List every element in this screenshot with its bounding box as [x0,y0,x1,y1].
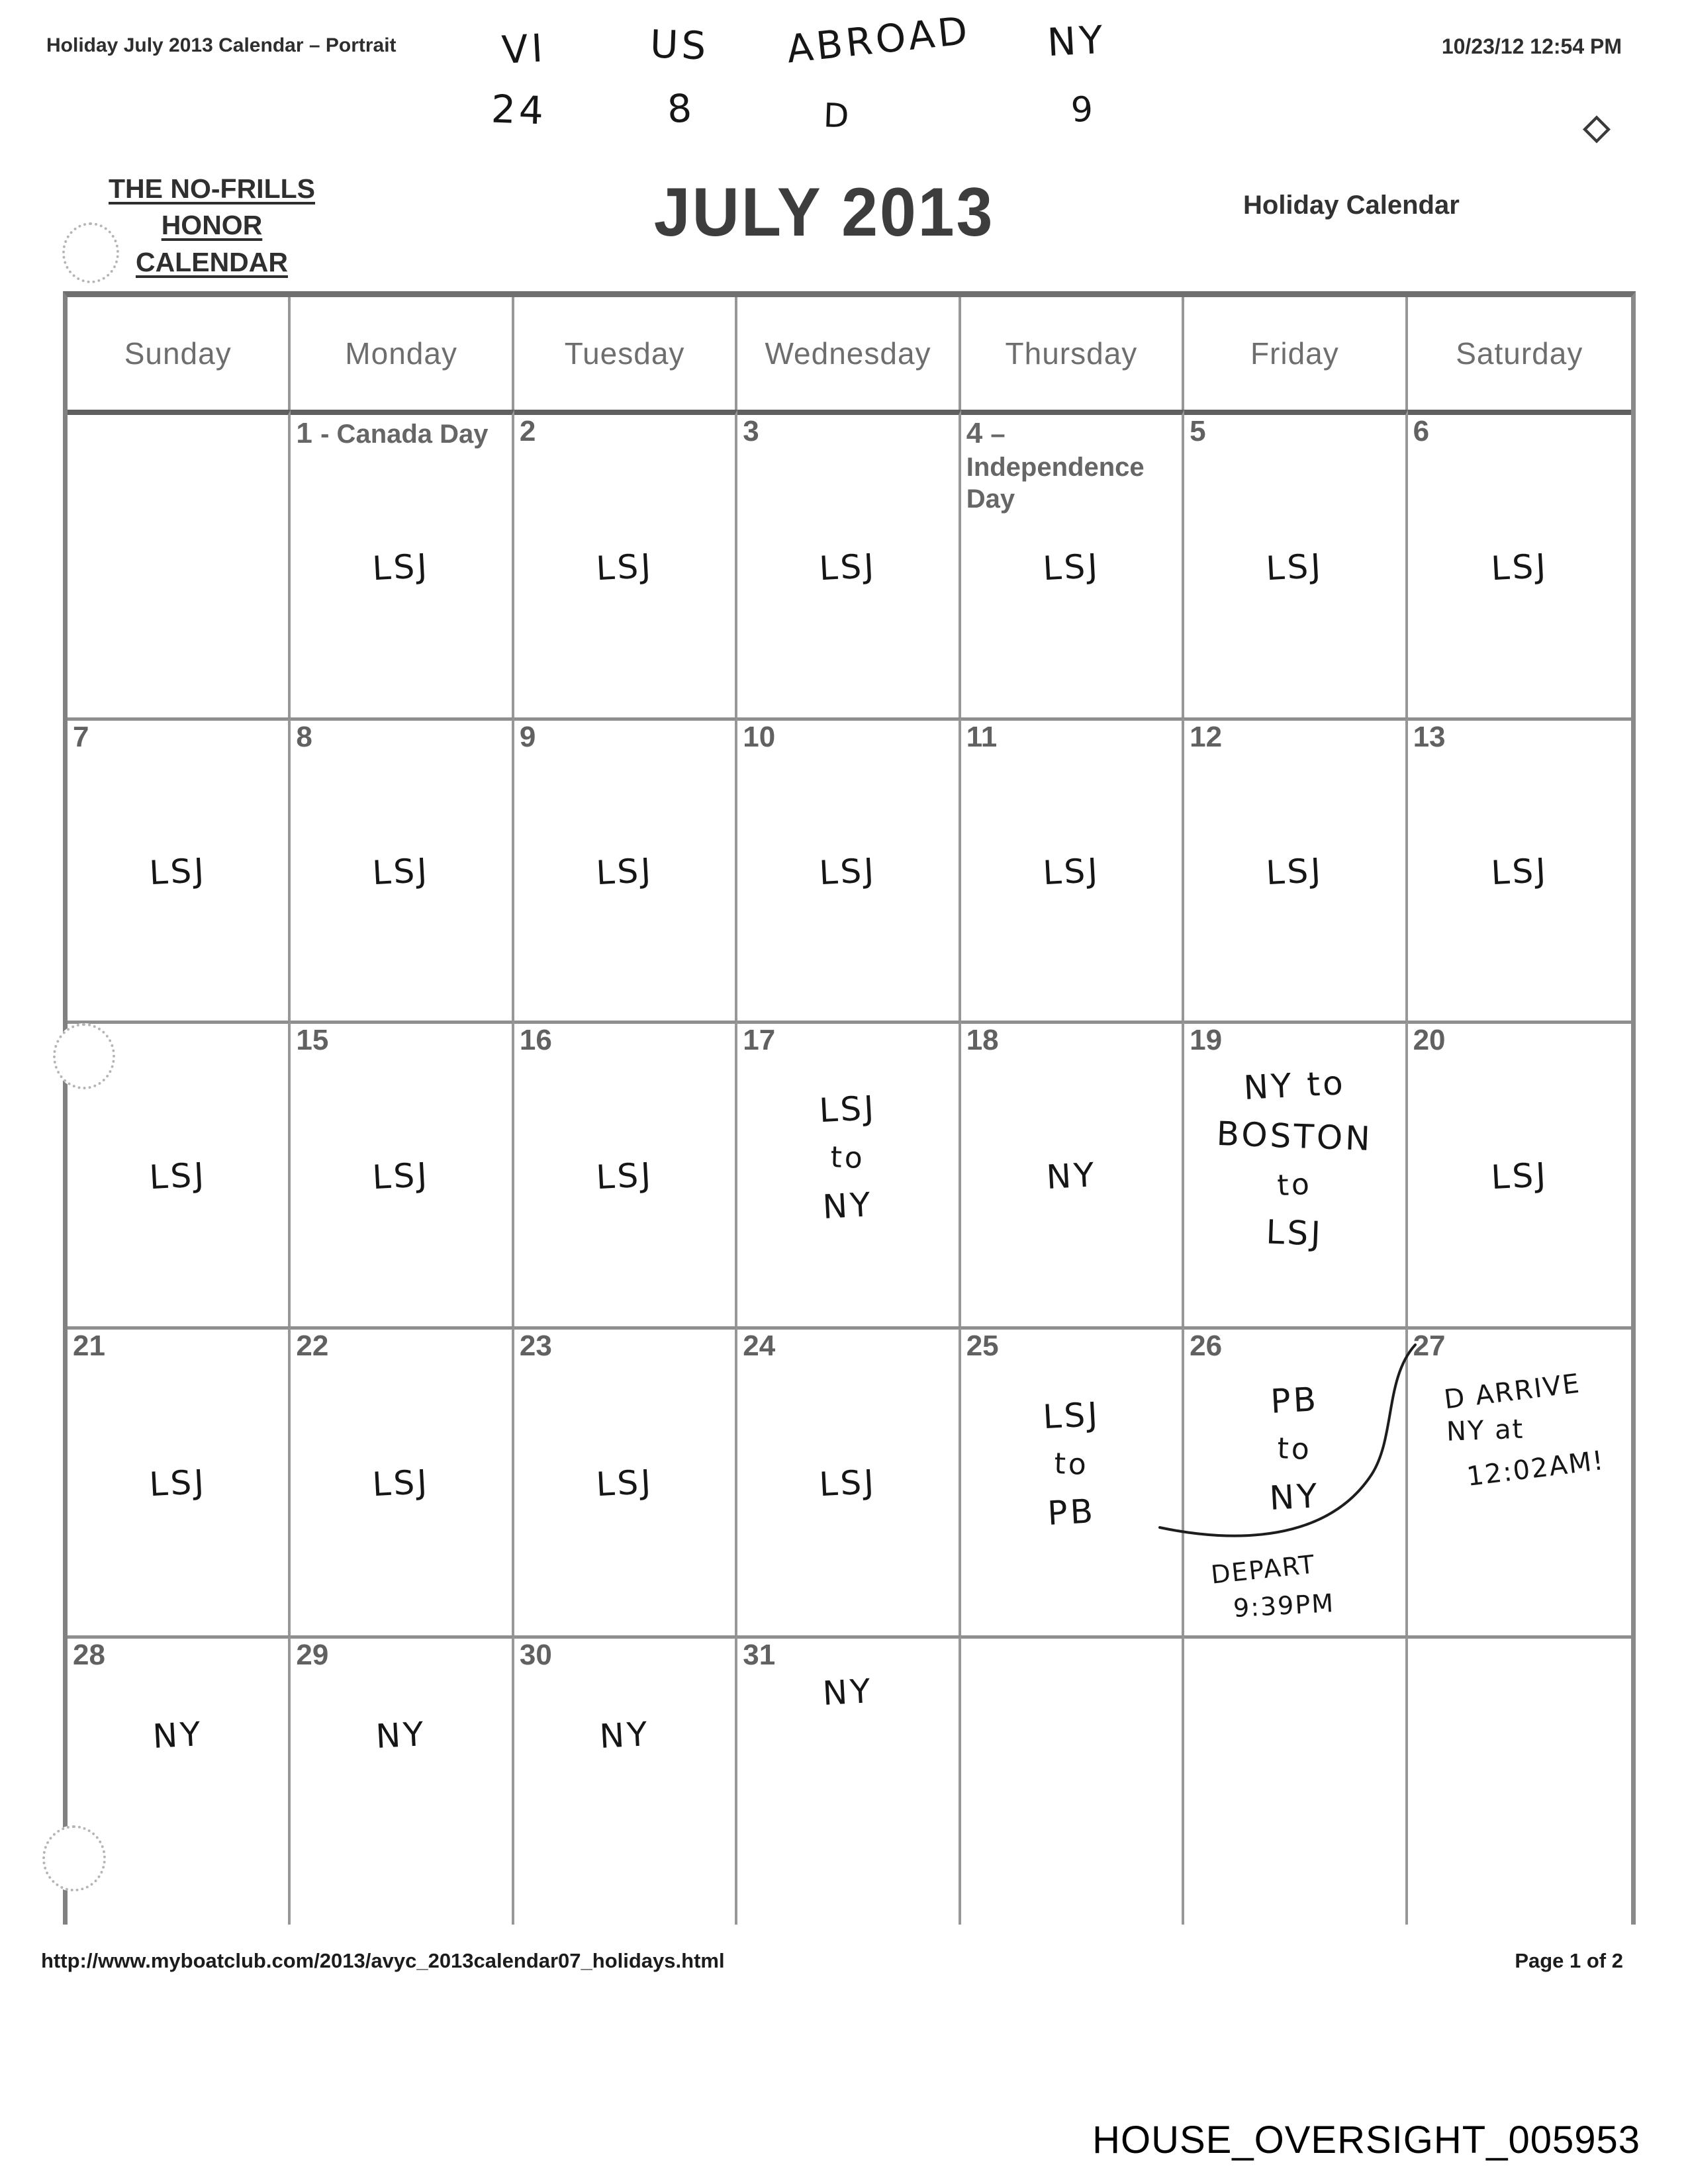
handwritten-entry [514,846,735,898]
day-number: 8 [296,721,312,753]
calendar-cell-day-17 [737,1021,961,1326]
handwritten-line: LSJ [148,1155,208,1197]
day-number: 26 [1190,1330,1223,1362]
day-number: 28 [73,1639,105,1671]
calendar-cell-day-29 [291,1635,514,1925]
diamond-mark-icon: ◇ [1583,108,1610,146]
calendar-cell-day-15 [291,1021,514,1326]
handwritten-entry [291,846,511,898]
day-number: 27 [1413,1330,1446,1362]
day-number: 29 [296,1639,329,1671]
day-header-label: Tuesday [564,336,685,371]
day-number: 22 [296,1330,329,1362]
handwritten-entry [1408,846,1631,898]
day-number: 11 [966,721,998,753]
calendar-cell-day-12 [1184,717,1407,1021]
handwritten-entry [68,1151,288,1203]
handwritten-line: LSJ [148,851,208,893]
calendar-cell-day-27 [1408,1326,1631,1635]
day-header-thursday [961,297,1184,410]
handwritten-line: NY [598,1715,651,1756]
handwritten-note-d: D [823,96,853,136]
handwritten-entry [961,1151,1182,1203]
handwritten-line: NY to [1243,1063,1347,1107]
handwritten-entry [68,1458,288,1510]
calendar-cell-w5-c7 [1408,1635,1631,1925]
calendar-cell-day-25 [961,1326,1184,1635]
day-header-label: Thursday [1005,336,1138,371]
handwritten-line: to [830,1140,866,1175]
day-header-monday [291,297,514,410]
handwritten-line: LSJ [594,546,655,588]
handwritten-line: LSJ [1265,546,1325,588]
calendar-cell-day-5 [1184,410,1407,717]
day-number: 9 [519,721,536,753]
handwritten-line: D ARRIVE [1442,1368,1582,1416]
calendar-cell-day-8 [291,717,514,1021]
calendar-cell-day-2 [514,410,737,717]
handwritten-line: NY [1268,1477,1321,1518]
holiday-calendar-label: Holiday Calendar [1243,191,1460,220]
day-header-tuesday [514,297,737,410]
handwritten-line: LSJ [1489,1155,1549,1197]
calendar-cell-day-4 [961,410,1184,717]
day-header-label: Sunday [124,336,232,371]
day-number: 23 [519,1330,552,1362]
handwritten-line: NY at [1445,1414,1524,1447]
handwritten-note-9: 9 [1070,89,1098,130]
handwritten-line: PB [1046,1492,1097,1533]
handwritten-entry [737,1667,958,1719]
handwritten-line: LSJ [1041,851,1102,893]
handwritten-line: NY [821,1185,874,1227]
bates-number: HOUSE_OVERSIGHT_005953 [1092,2118,1640,2161]
holiday-label: 4 – Independence Day [966,417,1145,514]
handwritten-entry [961,1390,1182,1538]
day-header-saturday [1408,297,1631,410]
handwritten-entry [291,542,511,594]
handwritten-entry [514,1458,735,1510]
handwritten-line: to [1276,1167,1313,1203]
day-number: 19 [1190,1024,1223,1056]
calendar-cell-day-26 [1184,1326,1407,1635]
handwritten-line: LSJ [148,1462,208,1504]
document-title: Holiday July 2013 Calendar – Portrait [46,34,397,56]
handwritten-note-us: US [649,21,710,69]
day-header-label: Wednesday [765,336,931,371]
handwritten-entry [514,542,735,594]
day-number: 10 [743,721,776,753]
handwritten-line: LSJ [1265,851,1325,893]
handwritten-line: NY [375,1715,428,1756]
handwritten-line: BOSTON [1216,1115,1374,1159]
handwritten-entry [68,846,288,898]
day-number: 6 [1413,415,1430,447]
handwritten-line: LSJ [594,851,655,893]
calendar-cell-day-11 [961,717,1184,1021]
month-title: JULY 2013 [653,174,995,251]
day-number: 13 [1413,721,1446,753]
day-header-label: Monday [345,336,457,371]
day-number: 15 [296,1024,329,1056]
handwritten-entry [514,1151,735,1203]
handwritten-entry [1408,542,1631,594]
calendar-cell-day-22 [291,1326,514,1635]
handwritten-line: to [1053,1446,1090,1482]
heading-line-1: THE NO-FRILLS [108,173,316,204]
calendar-cell-day-7 [68,717,291,1021]
calendar-cell-day-10 [737,717,961,1021]
hole-punch [53,1023,115,1089]
calendar-cell-day-16 [514,1021,737,1326]
day-number: 30 [519,1639,552,1671]
handwritten-line: NY [821,1672,874,1713]
hole-punch [42,1825,106,1891]
handwritten-line: 12:02AM! [1464,1445,1606,1492]
hole-punch [62,222,119,283]
handwritten-entry [737,1084,958,1232]
day-header-sunday [68,297,291,410]
day-number: 18 [966,1024,999,1056]
calendar-cell-day-21 [68,1326,291,1635]
handwritten-line: LSJ [818,851,878,893]
handwritten-subnote [1211,1550,1335,1625]
calendar-grid [63,291,1636,1925]
heading-line-2: HONOR CALENDAR [135,210,289,277]
handwritten-entry [291,1151,511,1203]
calendar-cell-day-20 [1408,1021,1631,1326]
calendar-cell-w5-c6 [1184,1635,1407,1925]
handwritten-entry [1184,542,1405,594]
handwritten-entry [961,542,1182,594]
day-number: 12 [1190,721,1223,753]
day-number: 2 [519,415,536,447]
day-header-label: Saturday [1456,336,1583,371]
day-number: 16 [519,1024,552,1056]
handwritten-note-24: 24 [490,86,547,134]
holiday-label: 1 - Canada Day [296,417,489,449]
calendar-cell-day-1 [291,410,514,717]
day-number: 4 [966,417,991,449]
day-number: 7 [73,721,89,753]
calendar-cell-day-3 [737,410,961,717]
day-number: 5 [1190,415,1206,447]
handwritten-entry [1184,846,1405,898]
handwritten-line: LSJ [818,1462,878,1504]
handwritten-entry [1184,1375,1405,1523]
handwritten-entry [1442,1363,1628,1494]
handwritten-line: LSJ [594,1155,655,1197]
handwritten-line: NY [1045,1155,1098,1197]
day-number: 25 [966,1330,999,1362]
handwritten-line: 9:39PM [1233,1588,1336,1623]
handwritten-note-abroad: ABROAD [784,7,973,72]
handwritten-line: DEPART [1209,1549,1317,1590]
calendar-cell-w5-c5 [961,1635,1184,1925]
handwritten-line: LSJ [818,1089,878,1130]
footer-url: http://www.myboatclub.com/2013/avyc_2013calendar07_holidays.html [41,1949,725,1972]
handwritten-entry [291,1710,511,1762]
day-number: 17 [743,1024,776,1056]
handwritten-entry [291,1458,511,1510]
calendar-cell-day-24 [737,1326,961,1635]
day-header-wednesday [737,297,961,410]
handwritten-line: LSJ [594,1462,655,1504]
handwritten-line: LSJ [818,546,878,588]
handwritten-line: NY [152,1715,205,1756]
day-header-label: Friday [1250,336,1339,371]
handwritten-line: PB [1270,1380,1320,1422]
calendar-cell-day-13 [1408,717,1631,1021]
handwritten-line: LSJ [1489,851,1549,893]
day-header-friday [1184,297,1407,410]
handwritten-note-vi: VI [500,25,547,73]
calendar-cell-day-9 [514,717,737,1021]
footer-page-number: Page 1 of 2 [1515,1949,1623,1972]
handwritten-entry [1184,1060,1405,1259]
handwritten-line: LSJ [371,1462,431,1504]
calendar-cell-day-19 [1184,1021,1407,1326]
handwritten-entry [961,846,1182,898]
handwritten-line: LSJ [1489,546,1549,588]
day-number: 31 [743,1639,776,1671]
handwritten-entry [68,1710,288,1762]
day-number: 3 [743,415,759,447]
day-number: 21 [73,1330,105,1362]
handwritten-line: LSJ [371,1155,431,1197]
handwritten-line: LSJ [371,851,431,893]
calendar-cell-day-18 [961,1021,1184,1326]
handwritten-line: LSJ [1265,1212,1325,1253]
handwritten-entry [737,1458,958,1510]
calendar-cell-w1-c1 [68,410,291,717]
handwritten-line: LSJ [1041,546,1102,588]
handwritten-entry [737,846,958,898]
handwritten-line: to [1276,1431,1313,1467]
handwritten-entry [514,1710,735,1762]
day-number: 20 [1413,1024,1446,1056]
handwritten-note-8: 8 [666,85,696,132]
day-number: 24 [743,1330,776,1362]
calendar-cell-day-30 [514,1635,737,1925]
handwritten-line: LSJ [1041,1395,1102,1437]
calendar-cell-day-23 [514,1326,737,1635]
day-number: 1 [296,417,321,449]
handwritten-line: LSJ [371,546,431,588]
handwritten-entry [1408,1151,1631,1203]
print-timestamp: 10/23/12 12:54 PM [1441,34,1622,58]
calendar-cell-day-31 [737,1635,961,1925]
no-frills-honor-calendar-heading [93,171,331,281]
handwritten-note-ny: NY [1046,17,1107,66]
calendar-cell-day-6 [1408,410,1631,717]
handwritten-entry [737,542,958,594]
calendar-cell-day-28 [68,1635,291,1925]
